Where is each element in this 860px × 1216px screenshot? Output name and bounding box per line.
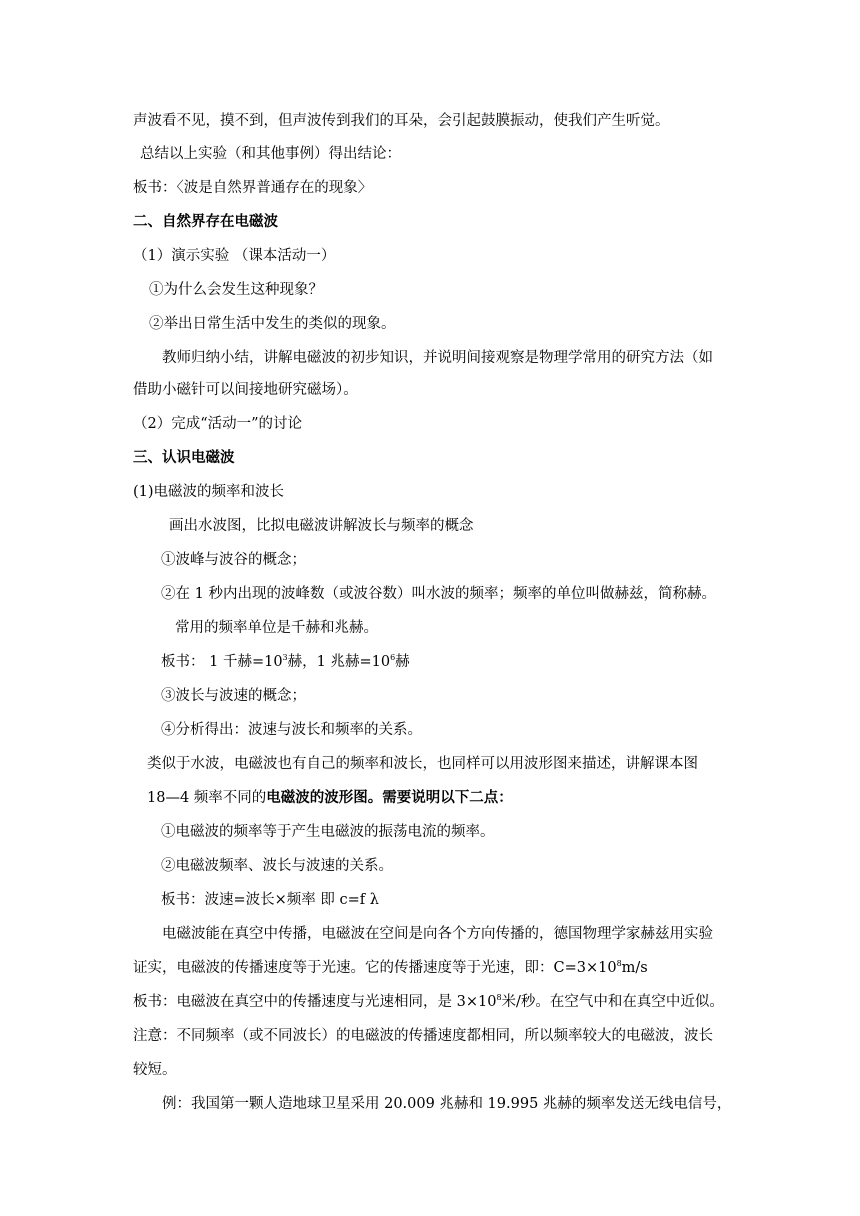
exponent: 8 — [616, 959, 622, 968]
paragraph-line: 例：我国第一颗人造地球卫星采用 20.009 兆赫和 19.995 兆赫的频率发送无线电信号， — [162, 1096, 732, 1112]
paragraph-line: 板书：〈波是自然界普通存在的现象〉 — [133, 180, 373, 196]
paragraph-line: 总结以上实验（和其他事例）得出结论： — [140, 146, 401, 162]
paragraph-line: ②举出日常生活中发生的类似的现象。 — [149, 316, 396, 332]
text-run: 18—4 频率不同的 — [147, 790, 267, 806]
paragraph-line: ④分析得出：波速与波长和频率的关系。 — [161, 722, 422, 738]
paragraph-line: ①电磁波的频率等于产生电磁波的振荡电流的频率。 — [161, 824, 495, 840]
paragraph-line: 类似于水波，电磁波也有自己的频率和波长，也同样可以用波形图来描述，讲解课本图 — [147, 756, 698, 772]
formula-line: 板书：波速=波长×频率 即 c=f λ — [161, 892, 379, 908]
formula-text: 板书： 1 千赫=10 — [161, 654, 283, 670]
formula-line — [161, 652, 410, 672]
exponent: 6 — [390, 653, 396, 662]
paragraph-line — [147, 788, 513, 808]
paragraph-line: （2）完成“活动一”的讨论 — [133, 416, 303, 432]
paragraph-line: 借助小磁针可以间接地研究磁场）。 — [133, 382, 358, 398]
formula-text: 赫 — [395, 654, 410, 670]
paragraph-line: (1)电磁波的频率和波长 — [133, 484, 285, 500]
paragraph-line: ②电磁波频率、波长与波速的关系。 — [161, 858, 393, 874]
exponent: 3 — [282, 653, 288, 662]
exponent: 8 — [496, 993, 502, 1002]
paragraph-line: 较短。 — [133, 1062, 177, 1078]
bold-text-run: 电磁波的波形图。需要说明以下二点： — [266, 790, 513, 806]
paragraph-line — [133, 992, 724, 1012]
paragraph-line: 教师归纳小结，讲解电磁波的初步知识，并说明间接观察是物理学常用的研究方法（如 — [162, 350, 713, 366]
paragraph-line: 注意：不同频率（或不同波长）的电磁波的传播速度都相同，所以频率较大的电磁波，波长 — [133, 1028, 713, 1044]
paragraph-line: 声波看不见，摸不到，但声波传到我们的耳朵，会引起鼓膜振动，使我们产生听觉。 — [133, 113, 670, 129]
paragraph-line: ①波峰与波谷的概念； — [161, 552, 306, 568]
text-run: m/s — [621, 960, 648, 976]
paragraph-line: ③波长与波速的概念； — [161, 688, 306, 704]
paragraph-line: ②在 1 秒内出现的波峰数（或波谷数）叫水波的频率；频率的单位叫做赫兹，简称赫。 — [161, 586, 716, 602]
text-run: 板书：电磁波在真空中的传播速度与光速相同，是 3×10 — [133, 994, 497, 1010]
paragraph-line: 常用的频率单位是千赫和兆赫。 — [175, 620, 378, 636]
formula-text: 赫，1 兆赫=10 — [287, 654, 391, 670]
paragraph-line: 电磁波能在真空中传播，电磁波在空间是向各个方向传播的，德国物理学家赫兹用实验 — [162, 926, 713, 942]
section-heading: 二、自然界存在电磁波 — [133, 214, 278, 230]
paragraph-line: （1）演示实验 （课本活动一） — [133, 248, 336, 264]
paragraph-line: 画出水波图，比拟电磁波讲解波长与频率的概念 — [169, 518, 474, 534]
text-run: 证实，电磁波的传播速度等于光速。它的传播速度等于光速，即：C=3×10 — [133, 960, 617, 976]
paragraph-line — [133, 958, 648, 978]
text-run: 米/秒。在空气中和在真空中近似。 — [501, 994, 724, 1010]
paragraph-line: ①为什么会发生这种现象？ — [149, 282, 323, 298]
section-heading: 三、认识电磁波 — [133, 450, 235, 466]
